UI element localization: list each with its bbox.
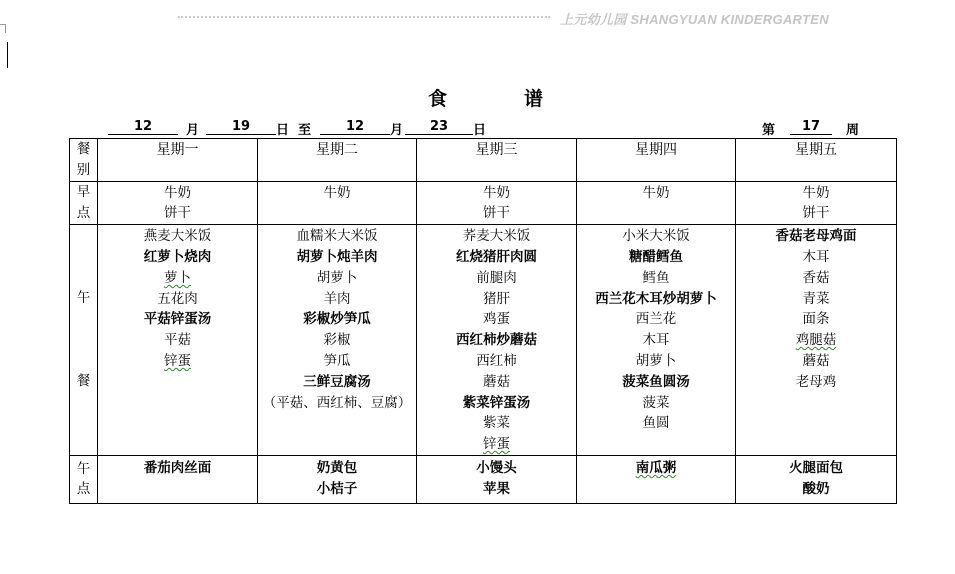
menu-item: 锌蛋	[164, 352, 191, 369]
meal-label-line: 餐	[76, 373, 91, 390]
menu-item: 牛奶	[483, 184, 510, 201]
menu-cell-tue	[258, 225, 417, 456]
menu-item: 胡萝卜	[635, 352, 677, 369]
menu-item: 菠菜	[642, 394, 670, 411]
menu-item: 彩椒炒笋瓜	[303, 311, 371, 328]
menu-table	[69, 138, 897, 504]
menu-item: 平菇锌蛋汤	[143, 311, 212, 328]
menu-item: 火腿面包	[789, 459, 843, 476]
start-month: 12	[108, 119, 178, 135]
day-header-mon: 星期一	[98, 139, 258, 182]
menu-item: 猪肝	[483, 290, 510, 307]
menu-cell-wed	[417, 225, 577, 456]
menu-item: 燕麦大米饭	[143, 228, 212, 245]
meal-label	[70, 455, 98, 503]
page-corner-mark	[0, 24, 6, 33]
menu-cell-wed	[417, 181, 577, 225]
title-char-2: 谱	[524, 88, 544, 110]
menu-item: 胡萝卜炖羊肉	[296, 248, 378, 265]
meal-label	[70, 225, 98, 456]
menu-item: 血糯米大米饭	[296, 228, 378, 245]
menu-item: 牛奶	[164, 184, 191, 201]
menu-item: 红烧猪肝肉圆	[456, 248, 537, 265]
menu-item: 红萝卜烧肉	[143, 248, 212, 265]
start-day: 19	[206, 119, 276, 135]
menu-item: 牛奶	[802, 184, 830, 201]
menu-item: 菠菜鱼圆汤	[622, 373, 690, 390]
menu-item: 香菇老母鸡面	[775, 228, 857, 245]
week-number: 17	[790, 119, 832, 135]
menu-item: 酸奶	[802, 480, 830, 497]
menu-item: 木耳	[642, 332, 670, 349]
menu-item: 番茄肉丝面	[143, 459, 212, 476]
menu-item: 羊肉	[323, 290, 351, 307]
menu-item: 饼干	[164, 205, 191, 222]
breakfast-row	[70, 181, 897, 225]
menu-item: 蘑菇	[483, 373, 510, 390]
meal-label-line	[70, 309, 97, 330]
menu-cell-thu	[577, 455, 736, 503]
table-header-row	[70, 139, 897, 182]
menu-item: 鳕鱼	[642, 269, 670, 286]
menu-item: 饼干	[483, 205, 510, 222]
menu-item: 鸡蛋	[483, 311, 510, 328]
menu-item: 青菜	[802, 290, 830, 307]
menu-item: 老母鸡	[795, 373, 837, 390]
menu-item: 三鲜豆腐汤	[303, 373, 371, 390]
menu-item: 西红柿炒蘑菇	[456, 332, 537, 349]
corner-label-line: 餐	[76, 141, 91, 157]
menu-cell-mon	[98, 225, 258, 456]
menu-item: 牛奶	[323, 184, 351, 201]
meal-label-line: 午	[76, 290, 91, 307]
end-day-label: 日	[473, 123, 487, 138]
menu-item: 笋瓜	[323, 352, 351, 369]
meal-label-line: 早	[76, 184, 91, 201]
menu-item: 小米大米饭	[622, 228, 690, 245]
menu-item: 蘑菇	[802, 352, 830, 369]
menu-item: 西兰花	[635, 311, 677, 328]
day-label: 日	[276, 123, 290, 138]
date-range-line	[0, 119, 955, 137]
to-label: 至	[298, 123, 312, 138]
meal-label	[70, 181, 98, 225]
menu-item: （平菇、西红柿、豆腐）	[262, 394, 412, 411]
menu-item: 苹果	[483, 480, 510, 497]
menu-item: 鸡腿菇	[795, 332, 837, 349]
menu-item: 小桔子	[316, 480, 358, 497]
end-month: 12	[320, 119, 390, 135]
header-dotted-line	[178, 16, 550, 18]
day-header-thu: 星期四	[577, 139, 736, 182]
menu-cell-fri	[736, 225, 897, 456]
menu-item: 南瓜粥	[635, 459, 677, 476]
menu-item: 鱼圆	[642, 415, 670, 432]
menu-cell-fri	[736, 181, 897, 225]
menu-item: 木耳	[802, 248, 830, 265]
meal-label-line	[70, 330, 97, 351]
menu-item: 奶黄包	[316, 459, 358, 476]
end-month-label: 月	[390, 123, 404, 138]
meal-label-line: 点	[76, 204, 91, 221]
menu-item: 萝卜	[164, 269, 191, 286]
menu-item: 西红柿	[476, 352, 517, 369]
menu-item: 香菇	[802, 269, 830, 286]
menu-item: 糖醋鳕鱼	[629, 248, 683, 265]
day-header-tue: 星期二	[258, 139, 417, 182]
menu-cell-mon	[98, 181, 258, 225]
menu-item: 牛奶	[642, 184, 670, 201]
month-label: 月	[186, 123, 200, 138]
menu-item: 饼干	[802, 205, 830, 222]
menu-item: 平菇	[164, 332, 191, 349]
meal-label-line: 点	[76, 481, 91, 498]
menu-cell-tue	[258, 455, 417, 503]
menu-item: 锌蛋	[483, 436, 510, 453]
day-header-fri: 星期五	[736, 139, 897, 182]
menu-item: 西兰花木耳炒胡萝卜	[595, 290, 717, 307]
menu-item: 前腿肉	[476, 269, 517, 286]
meal-label-line: 午	[76, 460, 91, 477]
day-header-wed: 星期三	[417, 139, 577, 182]
text-cursor	[7, 42, 8, 68]
menu-item: 荞麦大米饭	[462, 228, 531, 245]
menu-cell-mon	[98, 455, 258, 503]
menu-cell-fri	[736, 455, 897, 503]
menu-item: 小馒头	[476, 459, 517, 476]
lunch-row	[70, 225, 897, 456]
menu-item: 紫菜锌蛋汤	[462, 394, 531, 411]
menu-cell-thu	[577, 181, 736, 225]
menu-item: 五花肉	[157, 290, 198, 307]
menu-item: 面条	[802, 311, 830, 328]
menu-item: 紫菜	[483, 415, 510, 432]
menu-cell-tue	[258, 181, 417, 225]
meal-label-line	[70, 350, 97, 371]
menu-item: 胡萝卜	[316, 269, 358, 286]
corner-label-line: 别	[76, 161, 91, 178]
meal-type-header	[70, 139, 98, 182]
end-day: 23	[405, 119, 473, 135]
menu-cell-thu	[577, 225, 736, 456]
week-prefix: 第	[762, 123, 776, 138]
week-suffix: 周	[846, 123, 860, 138]
menu-item: 彩椒	[323, 332, 351, 349]
snack-row	[70, 455, 897, 503]
menu-cell-wed	[417, 455, 577, 503]
kindergarten-brand: 上元幼儿园 SHANGYUAN KINDERGARTEN	[560, 12, 829, 27]
title-char-1: 食	[428, 88, 448, 110]
